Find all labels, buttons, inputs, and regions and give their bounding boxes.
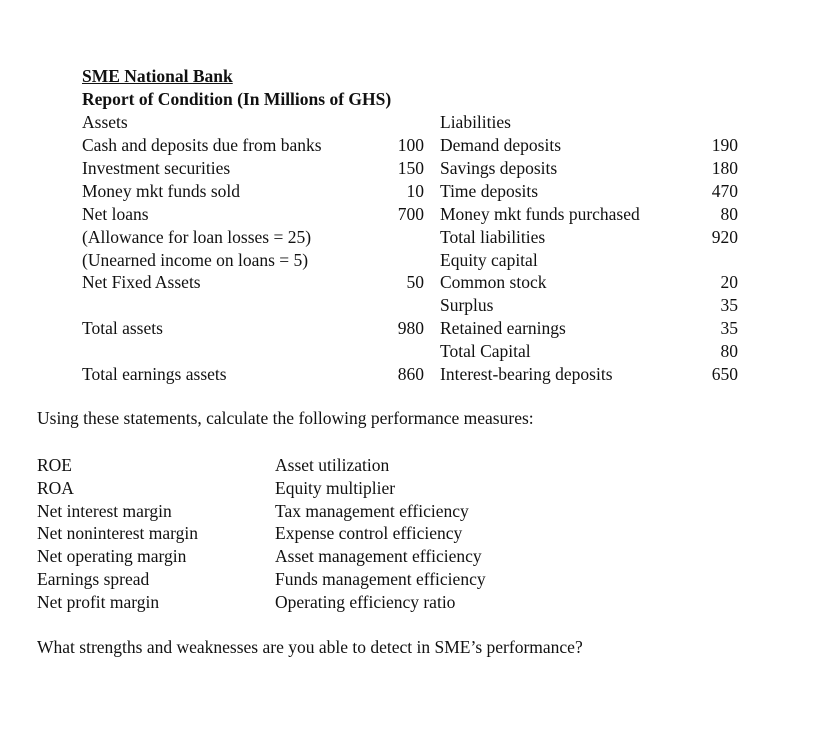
asset-value: 700 — [397, 204, 424, 224]
liability-label: Equity capital — [440, 250, 538, 270]
asset-value: 10 — [406, 181, 424, 201]
liability-value: 35 — [720, 295, 738, 315]
liability-label: Demand deposits — [440, 135, 562, 155]
asset-label: Net loans — [82, 204, 149, 224]
measure-left: ROE — [37, 455, 72, 475]
assets-header: Assets — [82, 112, 128, 132]
asset-label: (Allowance for loan losses = 25) — [82, 227, 312, 247]
liability-label: Time deposits — [440, 181, 539, 201]
measure-right: Funds management efficiency — [275, 569, 486, 589]
liability-label: Total Capital — [440, 341, 531, 361]
asset-label: Cash and deposits due from banks — [82, 135, 322, 155]
liability-value: 35 — [720, 318, 738, 338]
asset-label: Net Fixed Assets — [82, 272, 201, 292]
liability-label: Surplus — [440, 295, 494, 315]
measure-left: Net interest margin — [37, 501, 172, 521]
asset-value: 50 — [406, 272, 424, 292]
measure-left: Net profit margin — [37, 592, 160, 612]
measure-right: Asset management efficiency — [275, 546, 482, 566]
measure-right: Tax management efficiency — [275, 501, 469, 521]
liability-value: 650 — [711, 364, 738, 384]
measure-right: Asset utilization — [275, 455, 390, 475]
liability-value: 180 — [711, 158, 738, 178]
liability-label: Savings deposits — [440, 158, 558, 178]
measure-left: Earnings spread — [37, 569, 150, 589]
asset-value: 860 — [397, 364, 424, 384]
asset-label: Total earnings assets — [82, 364, 227, 384]
asset-value: 150 — [397, 158, 424, 178]
measure-left: Net noninterest margin — [37, 523, 199, 543]
asset-label: Total assets — [82, 318, 163, 338]
bank-name: SME National Bank — [82, 66, 233, 86]
liability-label: Money mkt funds purchased — [440, 204, 640, 224]
asset-value: 100 — [397, 135, 424, 155]
liability-value: 190 — [711, 135, 738, 155]
liability-value: 20 — [720, 272, 738, 292]
liabilities-header: Liabilities — [440, 112, 511, 132]
measure-right: Equity multiplier — [275, 478, 396, 498]
liability-label: Total liabilities — [440, 227, 546, 247]
asset-value: 980 — [397, 318, 424, 338]
measure-left: Net operating margin — [37, 546, 187, 566]
liability-label: Retained earnings — [440, 318, 566, 338]
report-title: Report of Condition (In Millions of GHS) — [82, 89, 392, 109]
liability-label: Interest-bearing deposits — [440, 364, 613, 384]
measure-left: ROA — [37, 478, 74, 498]
asset-label: Money mkt funds sold — [82, 181, 240, 201]
measure-right: Expense control efficiency — [275, 523, 463, 543]
liability-value: 920 — [711, 227, 738, 247]
instruction-text: Using these statements, calculate the following performance measures: — [37, 408, 534, 428]
measure-right: Operating efficiency ratio — [275, 592, 456, 612]
liability-value: 470 — [711, 181, 738, 201]
asset-label: (Unearned income on loans = 5) — [82, 250, 309, 270]
question-text: What strengths and weaknesses are you able to detect in SME’s performance? — [37, 637, 583, 657]
liability-value: 80 — [720, 204, 738, 224]
asset-label: Investment securities — [82, 158, 231, 178]
liability-value: 80 — [720, 341, 738, 361]
liability-label: Common stock — [440, 272, 547, 292]
